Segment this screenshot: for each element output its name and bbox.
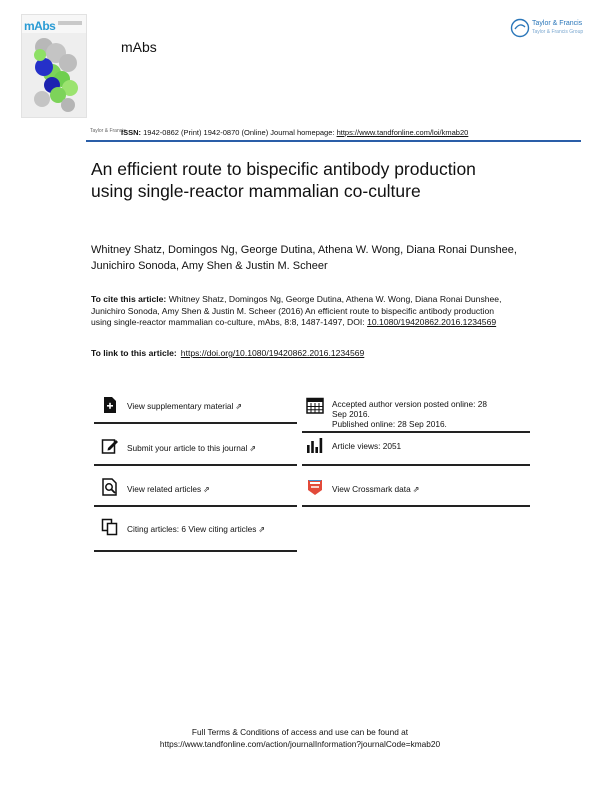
search-document-icon	[101, 478, 119, 496]
submit-article-link[interactable]	[101, 437, 297, 457]
citation-text: Whitney Shatz, Domingos Ng, George Dutina, Athena W. Wong, Diana Ronai Dunshee, Junichiro Sonoda, Amy Shen & Justin M. Scheer (2016) An efficient route to bispecific antibody production using single-reactor mammalian co-culture, mAbs, 8:8, 1487-1497, DOI:	[91, 294, 502, 327]
item-divider	[94, 550, 297, 552]
journal-homepage-link[interactable]: https://www.tandfonline.com/loi/kmab20	[336, 128, 469, 137]
header-divider	[86, 140, 581, 142]
issn-label: ISSN:	[121, 128, 142, 137]
external-link-icon: ⇗	[258, 525, 266, 534]
article-authors: Whitney Shatz, Domingos Ng, George Dutina, Athena W. Wong, Diana Ronai Dunshee, Junichiro Sonoda, Amy Shen & Justin M. Scheer	[91, 244, 517, 272]
article-views-label: Article views: 2051	[332, 441, 402, 451]
publisher-logo[interactable]	[510, 16, 582, 42]
terms-url[interactable]: https://www.tandfonline.com/action/journalInformation?journalCode=kmab20	[159, 739, 441, 749]
accepted-date-line2: Sep 2016.	[332, 409, 370, 419]
publisher-mark: Taylor & Francis	[90, 128, 126, 134]
item-divider	[302, 505, 530, 507]
terms-footer	[0, 726, 600, 750]
publisher-logo-icon	[510, 18, 530, 38]
citing-articles-link[interactable]	[101, 518, 297, 538]
citing-articles-label: Citing articles: 6 View citing articles ⇗	[127, 524, 266, 534]
cover-tag	[58, 21, 82, 25]
accepted-date-line1: Accepted author version posted online: 28	[332, 399, 487, 409]
crossmark-label: View Crossmark data ⇗	[332, 484, 420, 494]
item-divider	[94, 422, 297, 424]
publisher-logo-line1: Taylor & Francis	[532, 20, 583, 27]
issn-text: 1942-0862 (Print) 1942-0870 (Online) Journal homepage:	[143, 128, 335, 137]
cover-logo: mAbs	[24, 19, 56, 33]
citing-documents-icon	[101, 518, 119, 536]
issn-line	[121, 128, 468, 137]
view-supplementary-label: View supplementary material ⇗	[127, 401, 243, 411]
article-link-line	[91, 348, 364, 358]
article-link-label: To link to this article:	[91, 348, 177, 358]
terms-line: Full Terms & Conditions of access and use can be found at	[191, 727, 409, 737]
edit-icon	[101, 437, 119, 455]
document-plus-icon	[101, 396, 119, 414]
view-supplementary-link[interactable]	[101, 396, 297, 416]
citation-block	[91, 294, 511, 329]
published-date: Published online: 28 Sep 2016.	[332, 419, 447, 429]
citation-label: To cite this article:	[91, 294, 167, 304]
calendar-icon	[306, 396, 324, 414]
view-related-label: View related articles ⇗	[127, 484, 210, 494]
article-views-info	[306, 436, 530, 456]
view-related-link[interactable]	[101, 478, 297, 498]
submit-article-label: Submit your article to this journal ⇗	[127, 443, 257, 453]
journal-cover-thumbnail[interactable]	[21, 14, 87, 118]
article-title: An efficient route to bispecific antibody production using single-reactor mammalian co-culture	[91, 159, 476, 201]
journal-title[interactable]: mAbs	[121, 39, 157, 55]
crossmark-link[interactable]	[306, 478, 530, 498]
item-divider	[94, 505, 297, 507]
external-link-icon: ⇗	[249, 444, 257, 453]
item-divider	[302, 464, 530, 466]
external-link-icon: ⇗	[203, 485, 210, 494]
external-link-icon: ⇗	[412, 485, 420, 494]
item-divider	[94, 464, 297, 466]
crossmark-icon	[306, 478, 324, 496]
article-doi-url[interactable]: https://doi.org/10.1080/19420862.2016.1234569	[180, 348, 365, 358]
accepted-version-info	[306, 396, 530, 430]
protein-structure-image	[22, 33, 86, 117]
publisher-logo-line2: Taylor & Francis Group	[532, 29, 584, 35]
external-link-icon: ⇗	[235, 402, 243, 411]
bar-chart-icon	[306, 436, 324, 454]
citation-doi-link[interactable]: 10.1080/19420862.2016.1234569	[367, 317, 497, 327]
item-divider	[302, 431, 530, 433]
